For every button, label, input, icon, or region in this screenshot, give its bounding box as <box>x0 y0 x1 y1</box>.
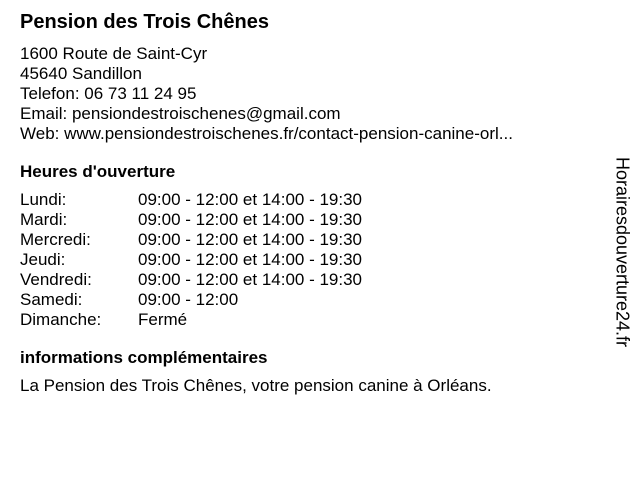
day-hours: 09:00 - 12:00 et 14:00 - 19:30 <box>138 250 363 269</box>
hours-row-vendredi <box>20 270 610 290</box>
phone-line: Telefon: 06 73 11 24 95 <box>20 84 197 103</box>
day-hours: 09:00 - 12:00 et 14:00 - 19:30 <box>138 230 363 249</box>
address-block <box>20 44 610 144</box>
hours-row-samedi <box>20 290 610 310</box>
address-street: 1600 Route de Saint-Cyr <box>20 44 208 63</box>
day-label: Lundi: <box>20 190 67 209</box>
hours-heading: Heures d'ouverture <box>20 162 176 181</box>
hours-row-dimanche <box>20 310 610 330</box>
hours-row-jeudi <box>20 250 610 270</box>
hours-row-mercredi <box>20 230 610 250</box>
hours-table <box>20 190 610 330</box>
day-hours: 09:00 - 12:00 et 14:00 - 19:30 <box>138 210 363 229</box>
day-label: Dimanche: <box>20 310 102 329</box>
hours-row-mardi <box>20 210 610 230</box>
info-heading: informations complémentaires <box>20 348 268 367</box>
hours-row-lundi <box>20 190 610 210</box>
day-label: Vendredi: <box>20 270 92 289</box>
business-name: Pension des Trois Chênes <box>20 11 269 33</box>
day-hours: 09:00 - 12:00 et 14:00 - 19:30 <box>138 270 363 289</box>
day-hours: Fermé <box>138 310 188 329</box>
day-label: Mercredi: <box>20 230 91 249</box>
day-hours: 09:00 - 12:00 <box>138 290 239 309</box>
watermark-label: Horairesdouverture24.fr <box>612 156 633 348</box>
web-line: Web: www.pensiondestroischenes.fr/contact-pension-canine-orl... <box>20 124 513 143</box>
day-label: Mardi: <box>20 210 68 229</box>
day-label: Samedi: <box>20 290 83 309</box>
business-card <box>20 10 610 396</box>
info-text: La Pension des Trois Chênes, votre pension canine à Orléans. <box>20 376 492 395</box>
day-label: Jeudi: <box>20 250 66 269</box>
day-hours: 09:00 - 12:00 et 14:00 - 19:30 <box>138 190 363 209</box>
address-city: 45640 Sandillon <box>20 64 142 83</box>
email-line: Email: pensiondestroischenes@gmail.com <box>20 104 341 123</box>
